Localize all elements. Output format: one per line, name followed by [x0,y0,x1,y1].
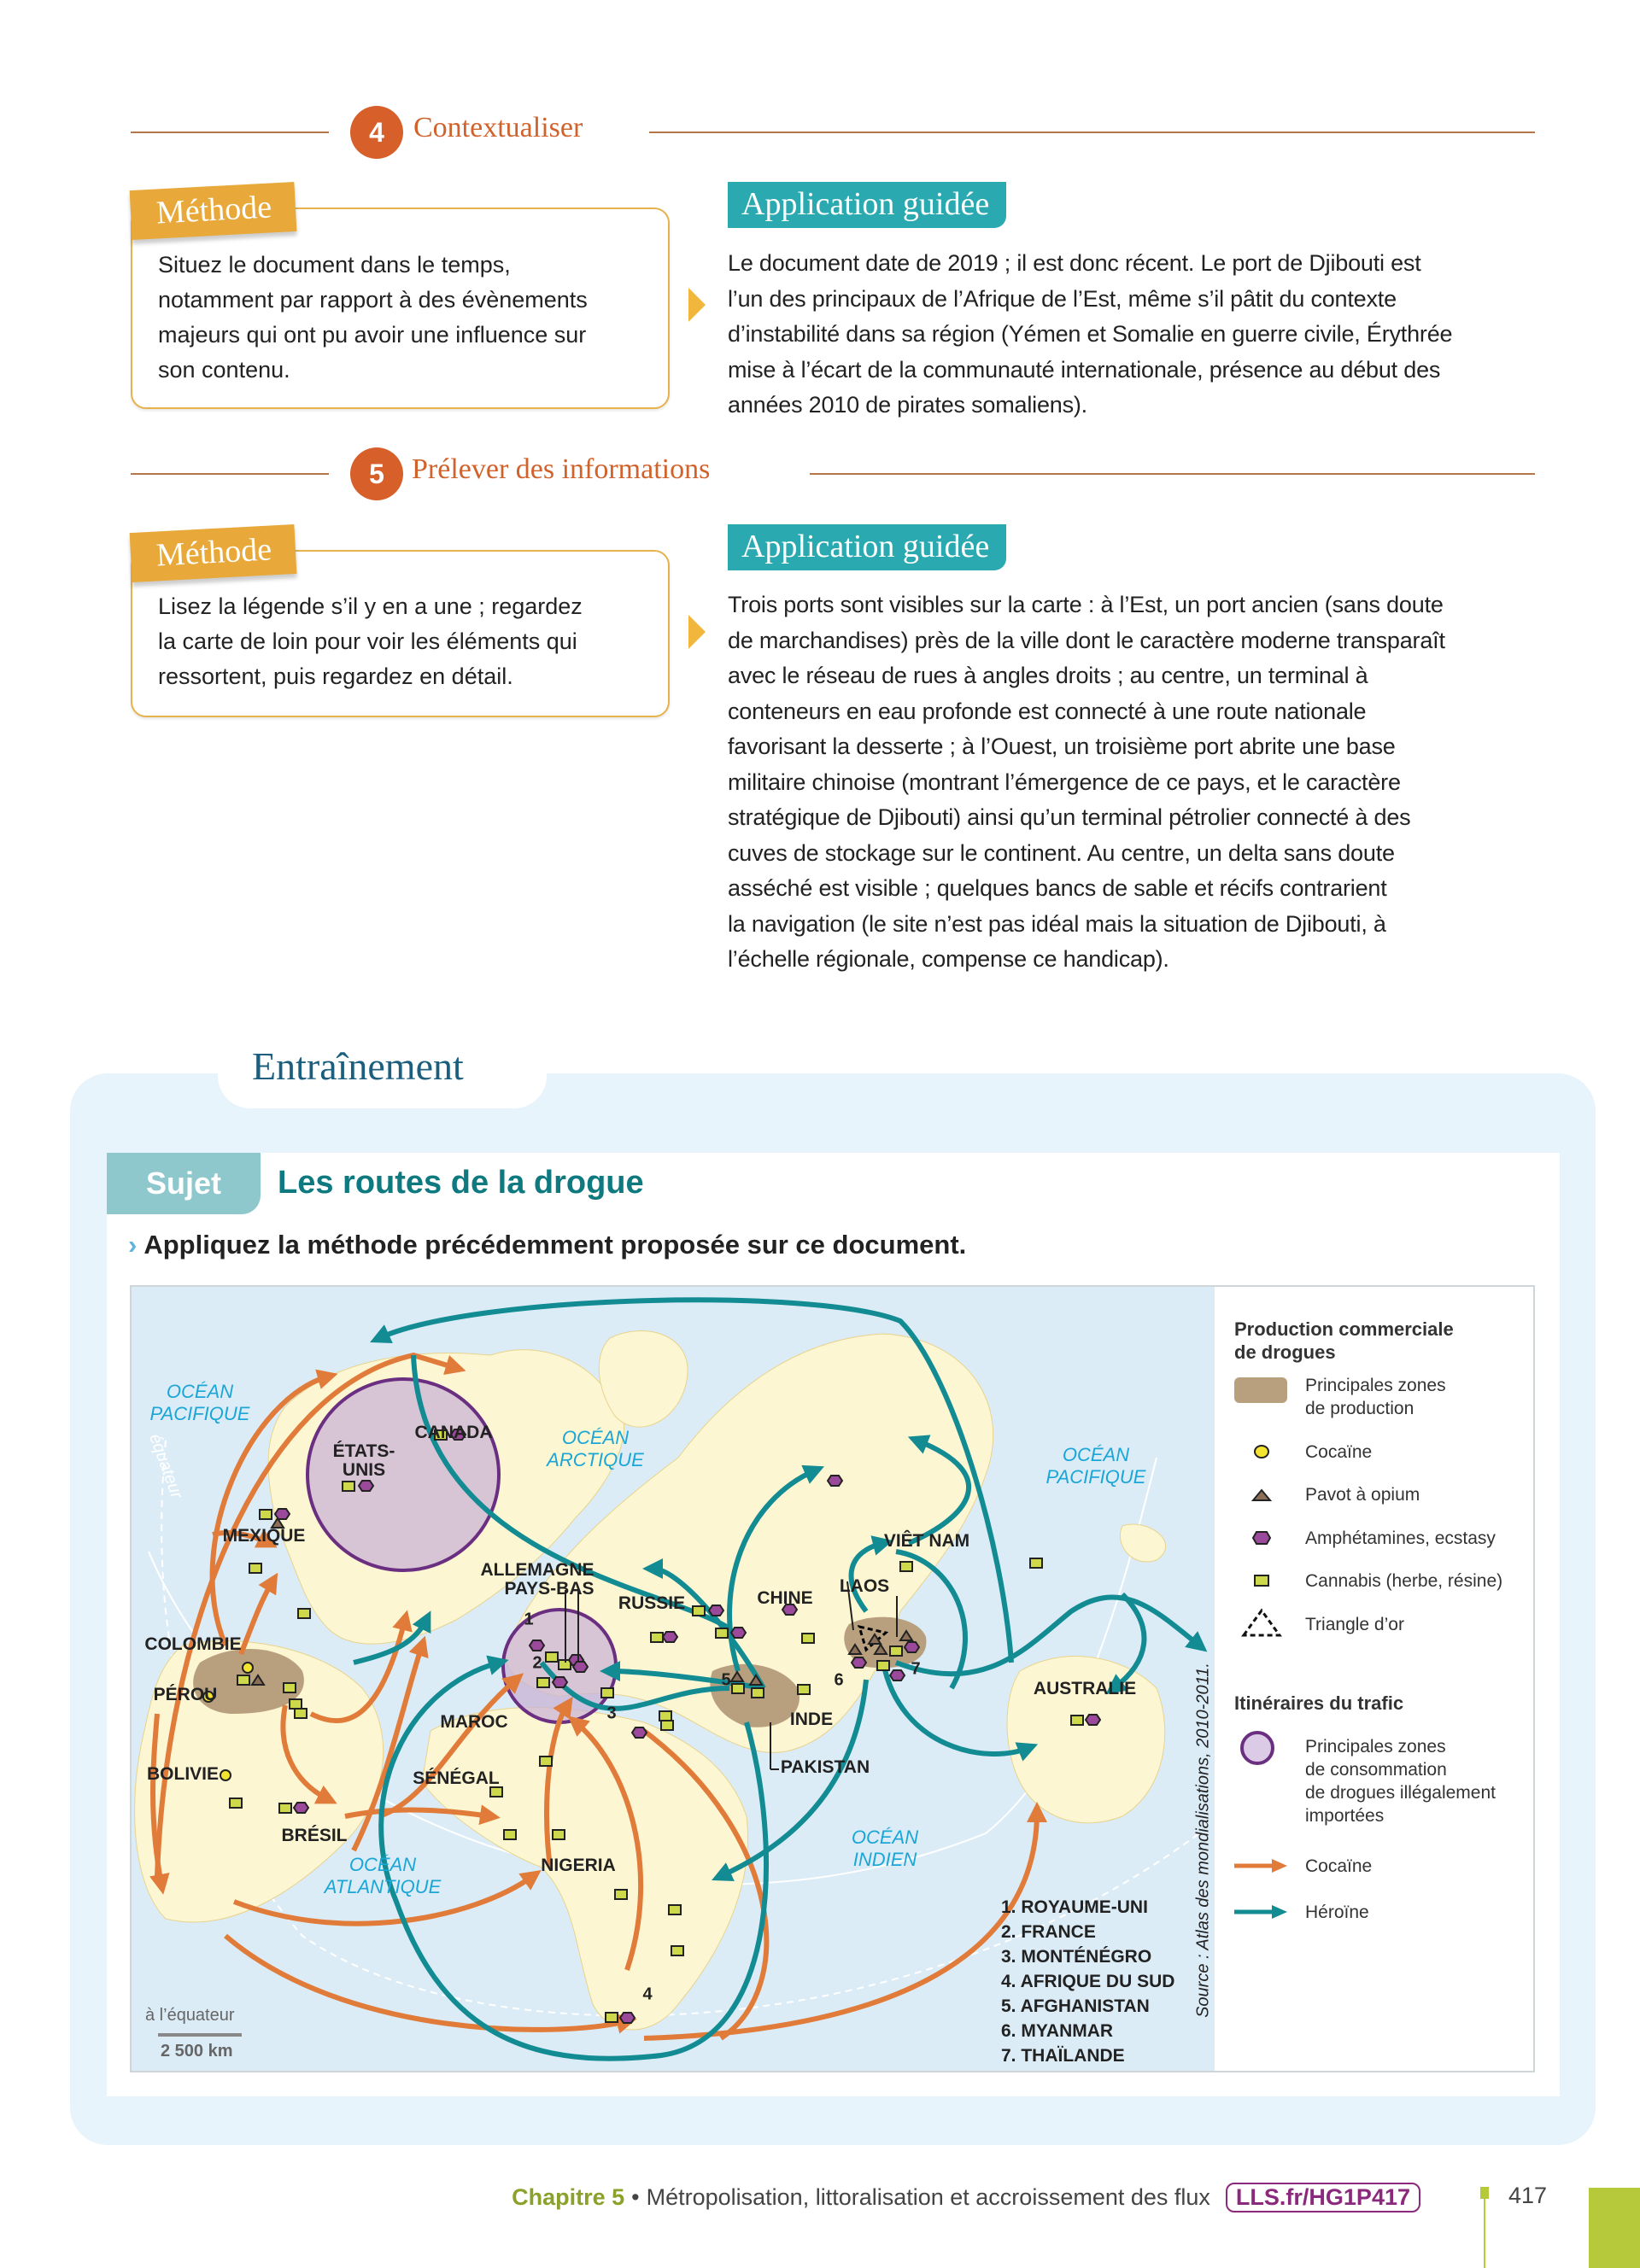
drug-routes-map [130,1285,1535,2072]
cocaine-route [226,1936,627,2030]
map-source: Source : Atlas des mondialisations, 2010-2011. [1193,1663,1213,2018]
legend-label: Cocaïne [1305,1442,1373,1462]
chapter-title: Métropolisation, littoralisation et accroissement des flux [646,2184,1210,2210]
cannabis-marker [553,1830,565,1839]
text-line: l’échelle régionale, compense ce handicap). [728,946,1169,972]
text-line: de marchandises) près de la ville dont le caractère moderne transparaît [728,627,1445,653]
cannabis-marker [877,1661,889,1670]
list-item: 4. AFRIQUE DU SUD [1001,1972,1175,1991]
cannabis-marker [900,1562,912,1571]
country-label: ALLEMAGNE PAYS-BAS [480,1560,594,1599]
country-label: CHINE [757,1588,813,1608]
chapter-label: Chapitre 5 [512,2184,625,2210]
section-divider [649,132,1535,133]
method-text [158,248,588,388]
scale-caption: à l’équateur [145,2006,235,2025]
guided-application-tag: Application guidée [728,182,1006,228]
map-number: 1 [524,1610,534,1629]
list-item: 2. FRANCE [1001,1922,1096,1942]
text-line: son contenu. [158,357,290,383]
separator: • [631,2184,640,2210]
text-line: Le document date de 2019 ; il est donc récent. Le port de Djibouti est [728,250,1421,276]
method-text [158,589,583,694]
amphetamine-marker [852,1657,866,1668]
page-number: 417 [1508,2183,1548,2208]
page-edge-tab [1589,2188,1640,2268]
cannabis-marker [260,1510,272,1519]
cannabis-marker [284,1683,296,1692]
amphetamine-marker [663,1632,677,1642]
text-line: l’un des principaux de l’Afrique de l’Est, même s’il pâtit du contexte [728,285,1397,312]
equator-label: équateur [145,1431,186,1501]
country-label: COLOMBIE [144,1634,242,1654]
guided-application-text [728,587,1445,978]
cannabis-marker [290,1699,302,1709]
islands [1120,1524,1165,1562]
text-line: la navigation (le site n’est pas idéal mais la situation de Djibouti, à [728,910,1386,937]
section-title: Prélever des informations [412,453,711,485]
country-label: MAROC [440,1712,508,1732]
scale-value: 2 500 km [161,2042,233,2060]
cannabis-marker [546,1652,558,1662]
amphetamine-marker [294,1803,308,1813]
text-line: majeurs qui ont pu avoir une influence sur [158,322,587,348]
text-line: Trois ports sont visibles sur la carte : à l’Est, un port ancien (sans doute [728,592,1444,617]
instruction [128,1230,966,1260]
text-line: militaire chinoise (montrant l’émergence de ce pays, et le caractère [728,769,1401,795]
amphetamine-marker [359,1481,373,1491]
cannabis-marker [1071,1716,1083,1725]
section-title: Contextualiser [413,112,583,143]
text-line: conteneurs en eau profonde est connecté à une route nationale [728,698,1367,724]
cannabis-marker [237,1675,249,1685]
amphetamine-marker [530,1640,544,1651]
training-title: Entraînement [252,1044,464,1088]
opium-marker-icon [1247,1483,1276,1505]
cannabis-marker [752,1688,764,1698]
map-number: 2 [532,1653,542,1673]
cannabis-marker [669,1905,681,1914]
country-label: SÉNÉGAL [413,1768,500,1788]
text-line: avec le réseau de rues à angles droits ; au centre, un terminal à [728,663,1368,688]
step-number-badge: 5 [350,447,403,500]
numbered-country-list [1001,1895,1174,2068]
text-line: stratégique de Djibouti) ainsi qu’un terminal pétrolier connecté à des [728,804,1411,830]
legend-label: Amphétamines, ecstasy [1305,1529,1496,1548]
cannabis-marker [651,1633,663,1642]
list-item: 6. MYANMAR [1001,2021,1114,2041]
cannabis-marker [606,2013,618,2022]
section-divider [131,132,329,133]
instruction-text: Appliquez la méthode précédemment proposée sur ce document. [144,1230,967,1260]
amphetamine-marker [731,1628,746,1638]
legend-production-title: Production commerciale de drogues [1234,1318,1454,1363]
cannabis-marker [343,1482,354,1491]
cocaine-marker [243,1663,253,1673]
cannabis-marker [716,1628,728,1638]
cannabis-marker [693,1606,705,1616]
cocaine-marker [220,1770,231,1780]
country-label: MEXIQUE [222,1526,306,1546]
country-label: CANADA [414,1423,493,1442]
cannabis-marker [890,1646,902,1656]
legend-label: Héroïne [1305,1903,1369,1922]
consumption-zone-icon [1240,1731,1274,1765]
map-area [132,1287,1215,2071]
list-item: 5. AFGHANISTAN [1001,1996,1150,2016]
legend-label: Cocaïne [1305,1856,1373,1876]
amphetamine-marker [905,1642,919,1652]
text-line: années 2010 de pirates somaliens). [728,392,1087,418]
country-label: INDE [789,1710,834,1729]
map-number: 6 [834,1670,844,1690]
text-line: cuves de stockage sur le continent. Au centre, un delta sans doute [728,839,1395,866]
amphetamine-marker [828,1476,842,1486]
text-line: notamment par rapport à des évènements [158,287,588,313]
amphetamine-marker [553,1677,567,1687]
subject-title: Les routes de la drogue [278,1165,644,1201]
chevron-right-icon: › [128,1230,138,1260]
cannabis-marker [490,1787,502,1797]
ocean-label-atlantic: OCÉAN ATLANTIQUE [324,1854,442,1897]
amphetamine-marker [709,1605,723,1616]
map-number: 3 [606,1704,617,1723]
cocaine-marker-icon [1247,1441,1276,1463]
map-number: 5 [721,1670,731,1690]
heroin-route-arrow-icon [1234,1902,1289,1922]
text-line: mise à l’écart de la communauté internationale, présence au début des [728,356,1441,383]
cannabis-marker-icon [1247,1569,1276,1592]
cannabis-marker [601,1688,613,1698]
country-label: RUSSIE [618,1593,686,1613]
section-divider [810,473,1535,475]
page-marker-line [1484,2199,1485,2268]
cannabis-marker [798,1685,810,1694]
country-label: VIÊT NAM [883,1531,970,1551]
step-number-badge: 4 [350,106,403,159]
text-line: Situez le document dans le temps, [158,252,511,278]
guided-application-text [728,246,1452,424]
cannabis-marker [1030,1558,1042,1568]
cannabis-marker [732,1684,744,1693]
amphetamine-marker [573,1662,588,1672]
section-divider [131,473,329,475]
cannabis-marker [802,1634,814,1643]
ocean-label-indian: OCÉAN INDIEN [851,1827,919,1870]
country-label: LAOS [839,1576,890,1596]
golden-triangle-icon [1240,1605,1283,1640]
text-line: ressortent, puis regardez en détail. [158,663,513,689]
map-number: 7 [911,1659,921,1679]
ocean-label-arctic: OCÉAN ARCTIQUE [547,1427,644,1470]
ocean-label-pacific-west: OCÉAN PACIFIQUE [149,1381,250,1424]
list-item: 7. THAÏLANDE [1001,2046,1125,2066]
cannabis-marker [537,1678,549,1687]
production-zone-swatch [1234,1377,1287,1403]
legend-label: Triangle d’or [1305,1615,1404,1634]
online-resource-link[interactable]: LLS.fr/HG1P417 [1226,2183,1420,2212]
scale-bar [158,2033,242,2037]
text-line: la carte de loin pour voir les éléments qui [158,628,577,654]
amphetamine-marker [1086,1715,1100,1725]
amphetamine-marker [620,2013,635,2023]
legend-routes-title: Itinéraires du trafic [1234,1692,1404,1714]
text-line: Lisez la légende s’il y en a une ; regardez [158,593,583,619]
page-footer [512,2183,1420,2212]
country-label: NIGERIA [541,1856,616,1875]
page-marker [1480,2187,1489,2199]
amphetamine-marker [890,1670,905,1681]
cannabis-marker [661,1721,673,1730]
legend-label: Cannabis (herbe, résine) [1305,1571,1503,1591]
amphetamine-marker-icon [1247,1527,1276,1549]
legend-label: Pavot à opium [1305,1485,1420,1505]
method-tag: Méthode [130,182,297,240]
country-label: PAKISTAN [780,1757,870,1777]
amphetamine-marker [632,1727,647,1738]
country-label: ÉTATS- UNIS [332,1441,395,1480]
legend-label: Principales zones de consommation de drogues illégalement importées [1305,1737,1496,1826]
greenland [599,1331,688,1428]
map-number: 4 [642,1984,653,2004]
cocaine-route-arrow-icon [1234,1856,1289,1876]
cannabis-marker [279,1803,291,1813]
cannabis-marker [295,1709,307,1718]
cannabis-marker [615,1890,627,1899]
method-tag: Méthode [130,524,297,582]
country-label: PÉROU [153,1685,218,1704]
text-line: favorisant la desserte ; à l’Ouest, un troisième port abrite une base [728,734,1396,759]
guided-application-tag: Application guidée [728,524,1006,570]
text-line: d’instabilité dans sa région (Yémen et Somalie en guerre civile, Érythrée [728,321,1453,347]
list-item: 3. MONTÉNÉGRO [1001,1947,1152,1967]
arrow-right-icon [688,288,706,322]
ocean-label-pacific-east: OCÉAN PACIFIQUE [1046,1444,1146,1488]
cannabis-marker [671,1946,683,1955]
country-label: BRÉSIL [281,1826,348,1845]
cannabis-marker [249,1564,261,1573]
cannabis-marker [230,1798,242,1808]
cannabis-marker [659,1711,671,1721]
country-label: BOLIVIE [146,1764,220,1784]
text-line: asséché est visible ; quelques bancs de sable et récifs contrarient [728,875,1387,901]
cannabis-marker [504,1830,516,1839]
cannabis-marker [298,1609,310,1618]
cannabis-marker [540,1757,552,1766]
arrow-right-icon [688,615,706,649]
list-item: 1. ROYAUME-UNI [1001,1897,1148,1917]
country-label: AUSTRALIE [1033,1679,1137,1698]
subject-tag: Sujet [107,1153,261,1214]
legend-label: Principales zones de production [1305,1376,1446,1418]
